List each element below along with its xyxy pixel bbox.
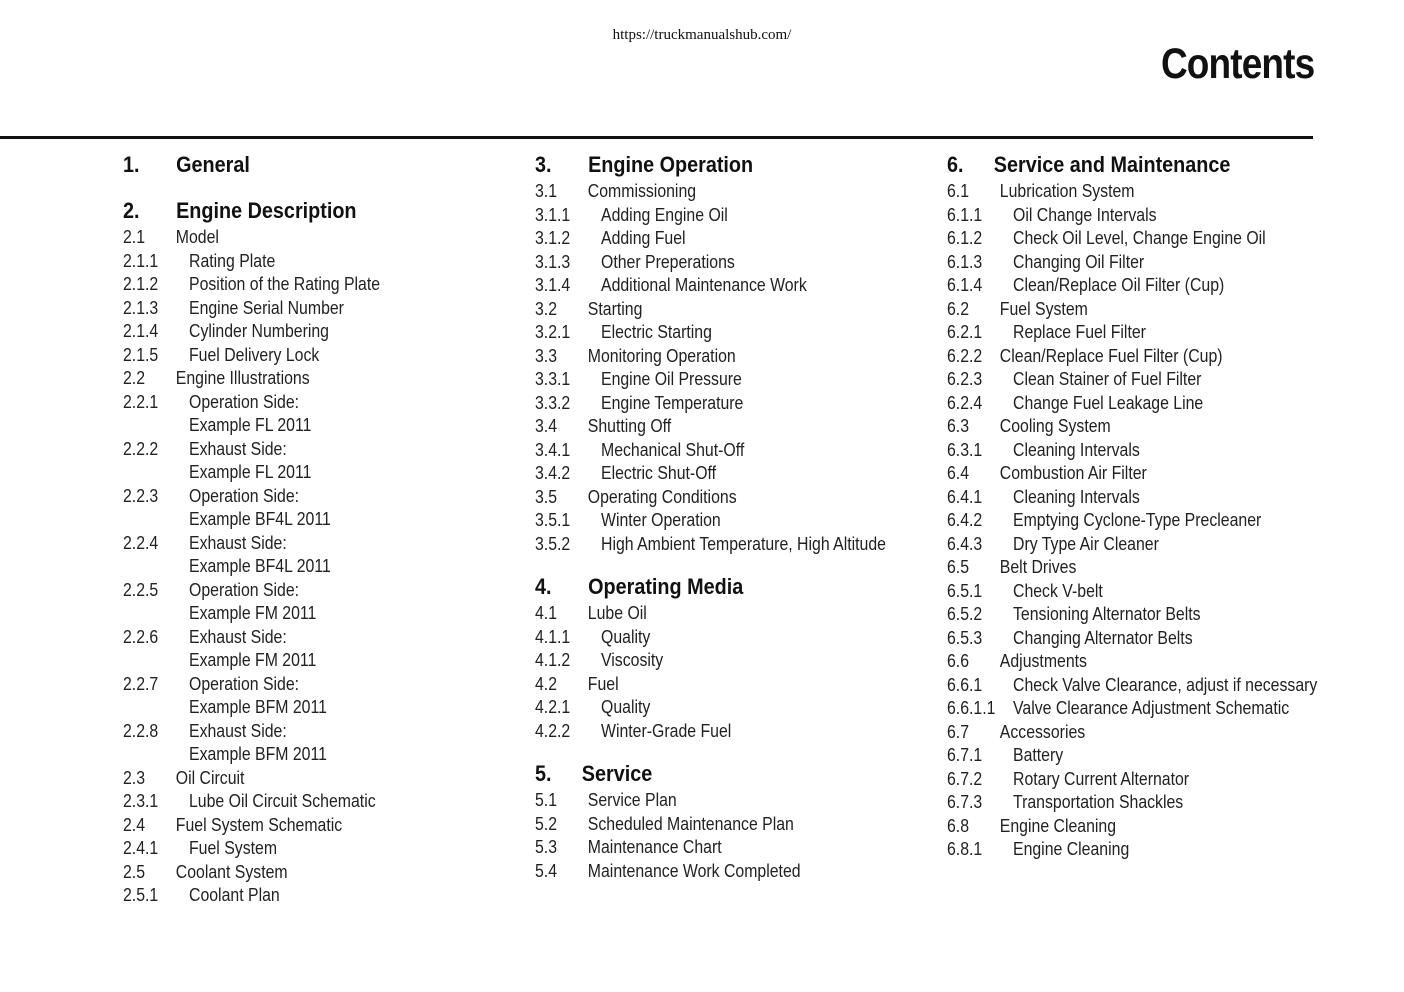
entry-number: 2.3.1 [123,791,159,811]
section-number: 4. [535,574,552,599]
entry-label: Replace Fuel Filter [1013,322,1146,342]
toc-entry[interactable] [123,532,475,556]
entry-label: Engine Temperature [601,392,744,413]
toc-section [535,150,935,556]
entry-number: 6.8 [947,815,970,836]
entry-number: 3.3.1 [535,369,571,389]
entry-number: 5.3 [535,837,558,857]
entry-label: Electric Starting [601,322,712,342]
entry-number: 2.2.5 [123,579,159,600]
section-title: Operating Media [588,574,744,599]
entry-label: Example FL 2011 [189,462,312,482]
entry-number: 6.4.3 [947,533,983,554]
toc-entry[interactable] [947,321,1273,345]
entry-label: Shutting Off [587,416,672,436]
toc-entry[interactable] [123,438,475,462]
entry-label: Check V-belt [1013,580,1103,601]
entry-label: Coolant System [175,861,288,882]
entry-label: Fuel System Schematic [175,814,343,835]
toc-entry[interactable] [123,297,475,321]
toc-section [123,196,523,908]
section-title: General [176,152,250,177]
entry-label: Engine Illustrations [175,368,310,388]
entry-label: Changing Alternator Belts [1013,627,1193,648]
entry-label: Additional Maintenance Work [601,275,807,295]
entry-label: Exhaust Side: [189,532,287,553]
entry-number: 4.1 [535,603,558,623]
toc-entry[interactable] [947,556,1273,580]
entry-label: Example FM 2011 [189,603,317,623]
toc-entry[interactable] [535,509,887,533]
toc-entry[interactable] [947,838,1273,862]
toc-section [123,150,523,180]
section-title: Engine Description [176,198,357,223]
entry-label: Clean Stainer of Fuel Filter [1013,369,1202,389]
entry-label: Check Oil Level, Change Engine Oil [1013,228,1266,248]
entry-label: Emptying Cyclone-Type Precleaner [1013,510,1262,530]
toc-entry[interactable] [535,626,887,650]
toc-entry[interactable] [123,626,475,650]
toc-entry[interactable] [535,298,887,322]
toc-entry[interactable] [947,415,1273,439]
entry-label: Belt Drives [999,557,1077,577]
entry-label: Check Valve Clearance, adjust if necessary [1013,674,1318,695]
entry-number: 6.1 [947,181,970,201]
entry-number: 2.2.8 [123,720,159,741]
toc-entry[interactable] [123,602,475,626]
entry-number: 5.4 [535,860,558,881]
toc-entry[interactable] [947,509,1273,533]
section-number: 6. [947,152,964,177]
entry-number: 2.5 [123,861,146,882]
section-number: 3. [535,152,552,177]
toc-section-heading[interactable] [947,150,1280,180]
entry-number: 2.4 [123,814,146,835]
entry-label: Example BF4L 2011 [189,556,331,576]
entry-number: 6.2.3 [947,369,983,389]
entry-label: Changing Oil Filter [1013,251,1145,272]
entry-label: Exhaust Side: [189,626,287,647]
entry-label: Operation Side: [189,485,300,506]
entry-number: 3.2 [535,298,558,319]
entry-label: Rotary Current Alternator [1013,768,1190,789]
toc-entry[interactable] [123,555,475,579]
entry-number: 2.2.4 [123,532,159,553]
entry-number: 4.2 [535,673,558,694]
entry-number: 3.4 [535,416,558,436]
entry-number: 2.3 [123,767,146,788]
entry-label: Exhaust Side: [189,438,287,459]
entry-label: Clean/Replace Oil Filter (Cup) [1013,275,1225,295]
toc-entry[interactable] [123,391,475,415]
entry-label: Quality [601,626,651,647]
entry-label: Lube Oil Circuit Schematic [189,791,376,811]
entry-number: 6.6.1 [947,674,983,695]
entry-number: 2.1.4 [123,321,159,341]
entry-label: Tensioning Alternator Belts [1013,604,1201,624]
entry-number: 6.1.2 [947,228,983,248]
toc-section-heading[interactable] [123,150,483,180]
section-title: Engine Operation [588,152,754,177]
entry-number: 3.1.4 [535,275,571,295]
toc-entry[interactable] [947,533,1273,557]
toc-entry[interactable] [123,273,475,297]
toc-entry[interactable] [123,485,475,509]
entry-label: Combustion Air Filter [999,463,1147,483]
entry-label: Quality [601,697,651,717]
entry-label: Cleaning Intervals [1013,439,1140,460]
entry-label: Winter Operation [601,510,721,530]
entry-label: Cleaning Intervals [1013,486,1140,507]
toc-entry[interactable] [123,320,475,344]
toc-entry[interactable] [123,367,475,391]
entry-label: Adjustments [999,651,1087,671]
entry-number: 3.5 [535,486,558,507]
toc-entry[interactable] [947,674,1318,698]
entry-number: 4.2.2 [535,720,571,741]
entry-number: 6.2.1 [947,322,983,342]
entry-label: Winter-Grade Fuel [601,720,732,741]
toc-entry[interactable] [947,462,1273,486]
toc-section-heading[interactable] [535,572,895,602]
toc-entry[interactable] [123,884,475,908]
entry-label: Adding Fuel [601,228,686,248]
entry-number: 3.2.1 [535,322,571,342]
entry-number: 3.4.1 [535,439,571,460]
entry-label: Oil Change Intervals [1013,204,1157,225]
toc-entry[interactable] [947,791,1273,815]
toc-entry[interactable] [535,321,887,345]
entry-label: Engine Serial Number [189,297,344,318]
toc-entry[interactable] [123,861,475,885]
entry-number: 6.6 [947,651,970,671]
section-number: 1. [123,152,140,177]
toc-section-heading[interactable] [535,150,895,180]
entry-number: 6.7 [947,721,970,742]
entry-number: 6.8.1 [947,839,983,859]
toc-section-heading[interactable] [535,759,895,789]
entry-label: Other Preperations [601,251,735,272]
entry-label: High Ambient Temperature, High Altitude [601,533,886,554]
entry-label: Monitoring Operation [587,345,736,366]
entry-label: Viscosity [601,650,664,670]
entry-label: Example BF4L 2011 [189,509,331,529]
section-title: Service [581,761,653,786]
toc-entry[interactable] [123,579,475,603]
toc-entry[interactable] [123,226,475,250]
entry-label: Mechanical Shut-Off [601,439,745,460]
entry-number: 4.2.1 [535,697,571,717]
entry-label: Cylinder Numbering [189,321,329,341]
entry-number: 2.1.2 [123,274,159,294]
toc-entry[interactable] [535,649,887,673]
header-rule [0,136,1313,139]
entry-label: Adding Engine Oil [601,204,728,225]
toc-entry[interactable] [123,767,475,791]
toc-section-heading[interactable] [123,196,483,226]
toc-entry[interactable] [123,790,475,814]
entry-label: Commissioning [587,181,697,201]
toc-entry[interactable] [947,227,1273,251]
section-number: 5. [535,761,552,786]
entry-number: 6.7.1 [947,745,983,765]
toc-entry[interactable] [535,439,887,463]
toc-entry[interactable] [535,673,887,697]
toc-entry[interactable] [947,368,1273,392]
entry-number: 3.3 [535,345,558,366]
toc-entry[interactable] [123,250,475,274]
toc-entry[interactable] [535,204,887,228]
entry-label: Lubrication System [999,181,1135,201]
toc-section [535,759,935,883]
entry-number: 3.5.1 [535,510,571,530]
entry-number: 4.1.2 [535,650,571,670]
entry-label: Operation Side: [189,391,300,412]
entry-label: Change Fuel Leakage Line [1013,392,1204,413]
entry-number: 2.2.2 [123,438,159,459]
toc-entry[interactable] [947,627,1273,651]
entry-number: 2.1.5 [123,344,159,365]
toc-entry[interactable] [535,696,887,720]
toc-column-2 [535,150,935,883]
toc-entry[interactable] [535,392,887,416]
entry-number: 6.1.4 [947,275,983,295]
entry-label: Fuel [587,673,619,694]
entry-number: 6.3.1 [947,439,983,460]
toc-entry[interactable] [947,721,1273,745]
entry-number: 6.3 [947,416,970,436]
entry-number: 6.5 [947,557,970,577]
toc-column-3 [947,150,1317,862]
toc-entry[interactable] [947,251,1273,275]
toc-entry[interactable] [535,486,887,510]
entry-number: 3.4.2 [535,463,571,483]
entry-label: Electric Shut-Off [601,463,717,483]
entry-number: 5.1 [535,790,558,810]
toc-entry[interactable] [123,649,475,673]
toc-entry[interactable] [947,180,1273,204]
toc-entry[interactable] [535,415,887,439]
entry-number: 6.5.2 [947,604,983,624]
entry-number: 6.6.1.1 [947,698,996,718]
entry-number: 2.2 [123,368,146,388]
entry-label: Lube Oil [587,603,647,623]
entry-label: Maintenance Work Completed [587,860,801,881]
entry-number: 3.1.3 [535,251,571,272]
toc-entry[interactable] [947,439,1273,463]
entry-label: Coolant Plan [189,885,280,905]
entry-number: 6.5.1 [947,580,983,601]
toc-entry[interactable] [123,344,475,368]
toc-entry[interactable] [123,461,475,485]
toc-entry[interactable] [535,180,887,204]
toc-entry[interactable] [535,720,887,744]
source-url[interactable]: https://truckmanualshub.com/ [612,27,792,43]
entry-label: Transportation Shackles [1013,792,1184,812]
entry-number: 2.2.3 [123,485,159,506]
entry-number: 6.4 [947,463,970,483]
entry-label: Position of the Rating Plate [189,274,381,294]
entry-label: Engine Oil Pressure [601,369,742,389]
entry-number: 6.4.2 [947,510,983,530]
toc-entry[interactable] [535,274,887,298]
section-number: 2. [123,198,140,223]
entry-number: 6.2.2 [947,345,983,366]
toc-section [535,572,935,743]
section-title: Service and Maintenance [993,152,1231,177]
entry-label: Example FL 2011 [189,415,312,435]
entry-label: Clean/Replace Fuel Filter (Cup) [999,345,1223,366]
entry-label: Oil Circuit [175,767,245,788]
entry-label: Scheduled Maintenance Plan [587,813,794,834]
entry-number: 6.2.4 [947,392,983,413]
toc-section [947,150,1317,862]
entry-label: Example BFM 2011 [189,697,327,717]
entry-number: 3.3.2 [535,392,571,413]
entry-number: 2.1 [123,227,146,247]
entry-label: Valve Clearance Adjustment Schematic [1013,698,1290,718]
entry-label: Battery [1013,745,1064,765]
entry-number: 6.4.1 [947,486,983,507]
toc-entry[interactable] [123,696,475,720]
toc-entry[interactable] [535,251,887,275]
toc-entry[interactable] [535,227,887,251]
entry-label: Operation Side: [189,579,300,600]
entry-label: Example FM 2011 [189,650,317,670]
toc-entry[interactable] [947,345,1273,369]
entry-label: Cooling System [999,416,1111,436]
toc-entry[interactable] [535,836,887,860]
toc-entry[interactable] [535,462,887,486]
entry-label: Service Plan [587,790,677,810]
entry-label: Accessories [999,721,1086,742]
entry-label: Engine Cleaning [999,815,1117,836]
entry-label: Rating Plate [189,250,276,271]
toc-entry[interactable] [947,298,1273,322]
entry-number: 2.5.1 [123,885,159,905]
entry-label: Maintenance Chart [587,837,722,857]
toc-entry[interactable] [535,789,887,813]
entry-label: Example BFM 2011 [189,744,327,764]
toc-entry[interactable] [535,602,887,626]
toc-entry[interactable] [947,697,1290,721]
entry-label: Fuel System [999,298,1088,319]
toc-entry[interactable] [535,860,887,884]
entry-label: Engine Cleaning [1013,839,1130,859]
toc-entry[interactable] [947,204,1273,228]
toc-entry[interactable] [947,486,1273,510]
entry-label: Operation Side: [189,673,300,694]
entry-number: 6.7.2 [947,768,983,789]
toc-entry[interactable] [947,815,1273,839]
toc-entry[interactable] [123,673,475,697]
entry-number: 2.2.6 [123,626,159,647]
entry-number: 2.4.1 [123,838,159,858]
toc-entry[interactable] [947,580,1273,604]
toc-entry[interactable] [947,603,1273,627]
entry-number: 5.2 [535,813,558,834]
entry-label: Fuel System [189,838,278,858]
toc-entry[interactable] [535,533,887,557]
toc-entry[interactable] [535,813,887,837]
toc-entry[interactable] [535,368,887,392]
entry-number: 2.2.7 [123,673,159,694]
toc-entry[interactable] [947,392,1273,416]
entry-label: Exhaust Side: [189,720,287,741]
entry-number: 3.1.2 [535,228,571,248]
entry-number: 3.1 [535,181,558,201]
entry-label: Model [175,227,219,247]
entry-label: Fuel Delivery Lock [189,344,320,365]
toc-entry[interactable] [123,508,475,532]
entry-number: 3.1.1 [535,204,571,225]
entry-label: Starting [587,298,643,319]
entry-number: 6.7.3 [947,792,983,812]
toc-entry[interactable] [123,743,475,767]
entry-label: Operating Conditions [587,486,737,507]
entry-number: 6.1.3 [947,251,983,272]
toc-entry[interactable] [123,837,475,861]
toc-entry[interactable] [947,274,1273,298]
entry-number: 6.1.1 [947,204,983,225]
entry-number: 2.1.1 [123,250,159,271]
toc-column-1 [123,150,523,908]
entry-number: 3.5.2 [535,533,571,554]
entry-number: 6.2 [947,298,970,319]
entry-label: Dry Type Air Cleaner [1013,533,1159,554]
toc-entry[interactable] [947,744,1273,768]
entry-number: 6.5.3 [947,627,983,648]
toc-entry[interactable] [123,414,475,438]
toc-entry[interactable] [535,345,887,369]
entry-number: 4.1.1 [535,626,571,647]
page-title: Contents [1160,40,1314,88]
toc-entry[interactable] [123,814,475,838]
toc-entry[interactable] [947,768,1273,792]
entry-number: 2.2.1 [123,391,159,412]
entry-number: 2.1.3 [123,297,159,318]
toc-entry[interactable] [123,720,475,744]
toc-entry[interactable] [947,650,1273,674]
